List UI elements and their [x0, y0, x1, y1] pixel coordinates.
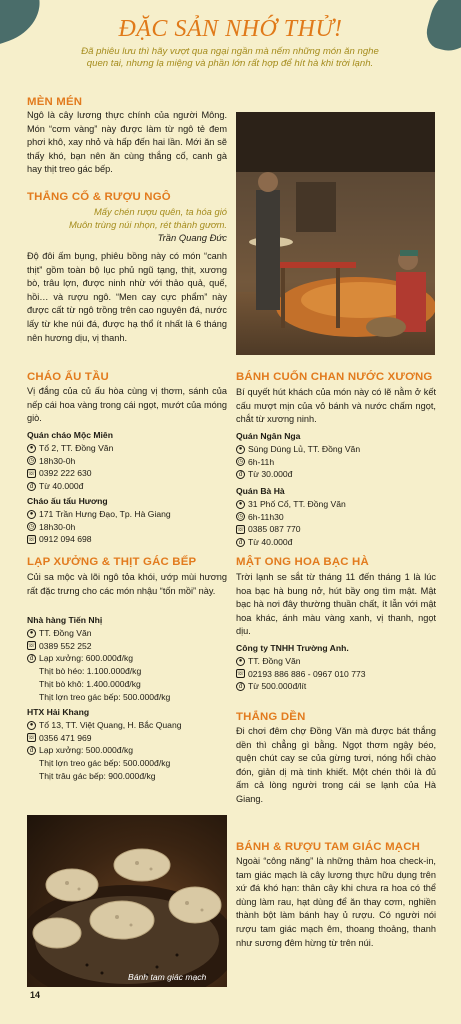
location-pin-icon: ● [27, 721, 36, 730]
shop-name: Cháo ấu tẩu Hương [27, 496, 108, 506]
shop-moc-mien [27, 429, 227, 493]
page-number: 14 [30, 990, 41, 1000]
thang-co-quote-line-2: Muôn trùng núi nhọn, rét thành gươm. [68, 219, 227, 230]
shop-phone: 0385 087 770 [248, 524, 301, 535]
shop-phone: 0389 552 252 [39, 640, 92, 651]
chao-au-tau-heading: CHÁO ẤU TẦU [27, 371, 109, 383]
price-icon: đ [236, 538, 245, 547]
buckwheat-cakes-illustration [27, 815, 227, 987]
phone-icon: ☏ [27, 536, 36, 543]
shop-ngan-nga [236, 430, 436, 481]
chao-au-tau-body: Vị đắng của củ ấu hòa cùng vị thơm, sánh của nếp cái hoa vàng trong cái ngọt, mướt của móng giò. [27, 386, 227, 424]
price-icon: đ [27, 654, 36, 663]
location-pin-icon: ● [236, 500, 245, 509]
thang-den-body: Đi chơi đêm chợ Đồng Văn mà được bát thắng dền thì chẳng gì bằng. Ngọt thơm ngậy béo, quện chút cay se của gừng tươi, nóng hổi chào đón, giản dị mà tinh khiết. Một chén thôi là đủ ấm cả lòng người trong cái se lạnh của Hà Giang. [236, 726, 436, 804]
shop-phone: 0356 471 969 [39, 732, 92, 743]
shop-address: TT. Đồng Văn [248, 655, 301, 666]
location-pin-icon: ● [236, 657, 245, 666]
location-pin-icon: ● [27, 510, 36, 519]
buckwheat-cake-photo [27, 815, 227, 987]
villagers-photo [236, 112, 435, 355]
clock-icon: ◷ [28, 523, 35, 530]
location-pin-icon: ● [27, 629, 36, 638]
banh-cuon-heading: BÁNH CUỐN CHAN NƯỚC XƯƠNG [236, 371, 433, 383]
men-men-body: Ngô là cây lương thực chính của người Mông. Món “cơm vàng” này được làm từ ngô tẻ đem phơi khô, xay nhỏ và hấp đến hai lần. Mới ăn sẽ thấy khó, bạn nên ăn cùng thắng cố, canh gà hay thịt treo gác bếp. [27, 110, 227, 175]
page-intro: Đã phiêu lưu thì hãy vượt qua ngại ngần mà nếm những món ăn nghe quen tai, nhưng lạ miệng và phần lớn rất hợp để hít hà khi trời lạnh. [81, 46, 379, 70]
shop-name: Quán Bà Hà [236, 486, 285, 496]
phone-icon: ☏ [27, 642, 36, 649]
page-title: ĐẶC SẢN NHỚ THỬ! [118, 16, 343, 42]
shop-price: Từ 40.000đ [248, 537, 293, 548]
shop-name: HTX Hải Khang [27, 707, 90, 717]
shop-hours: 6h-11h30 [248, 511, 284, 522]
shop-price: Từ 40.000đ [39, 481, 84, 492]
shop-address: 31 Phố Cổ, TT. Đồng Văn [248, 498, 346, 509]
shop-hai-khang [27, 706, 227, 783]
thang-co-body: Độ đôi ấm bụng, phiêu bồng này có món “canh thịt” gồm toàn bộ lục phủ ngũ tạng, thịt, xương bò, trâu lợn, được ninh nhừ với thảo quả, quế, hồi… và rượu ngô. “Men cay cực phẩm” này được cất từ ngô trồng trên cao nguyên đá, nước lấy từ khe núi đá, được hạ thổ ít nhất là 6 tháng nên hương dịu, vị thanh. [27, 251, 227, 343]
phone-icon: ☏ [236, 670, 245, 677]
thang-den-heading: THẮNG DỀN [236, 711, 306, 723]
mat-ong-body: Trời lạnh se sắt từ tháng 11 đến tháng 1 là lúc hoa bạc hà bung nở, hút bầy ong tìm mật. Mật bạc hà nơi đây thường thuần chất, ít lẫn với mật hoa khác, ánh màu vàng xanh, vị thanh, ngọt dịu. [236, 572, 436, 637]
clock-icon: ◷ [237, 458, 244, 465]
shop-price-line: Lạp xưởng: 500.000đ/kg [39, 745, 134, 756]
banh-cuon-body: Bí quyết hút khách của món này có lẽ nằm ở kết cấu mượt mịn của vỏ bánh và nước chấm ngọt, chắt từ xương ninh. [236, 387, 436, 425]
villagers-illustration [236, 112, 435, 355]
price-icon: đ [236, 470, 245, 479]
shop-price: Từ 500.000đ/lít [248, 681, 307, 692]
shop-price-line: Thịt bò khô: 1.400.000đ/kg [39, 678, 141, 689]
shop-hours: 6h-11h [248, 456, 275, 467]
shop-price-line: Thịt bò héo: 1.100.000đ/kg [39, 666, 142, 677]
shop-phone: 0392 222 630 [39, 468, 92, 479]
shop-name: Quán cháo Mộc Miên [27, 430, 113, 440]
thang-co-quote-line-1: Mấy chén rượu quên, ta hóa gió [93, 206, 227, 217]
shop-truong-anh [236, 642, 436, 693]
shop-phone: 02193 886 886 - 0967 010 773 [248, 668, 366, 679]
shop-hours: 18h30-0h [39, 455, 76, 466]
shop-address: Tổ 13, TT. Việt Quang, H. Bắc Quang [39, 719, 182, 730]
price-icon: đ [27, 746, 36, 755]
shop-name: Nhà hàng Tiến Nhị [27, 615, 103, 625]
lap-xuong-body: Củi sa mộc và lõi ngô tỏa khói, ướp mùi hương rất đặc trưng cho các món nhậu “tốn mồi” này. [27, 572, 227, 596]
location-pin-icon: ● [236, 445, 245, 454]
shop-price-line: Thịt trâu gác bếp: 900.000đ/kg [39, 770, 156, 781]
shop-price: Từ 30.000đ [248, 469, 293, 480]
phone-icon: ☏ [236, 526, 245, 533]
shop-name: Quán Ngân Nga [236, 431, 301, 441]
shop-phone: 0912 094 698 [39, 534, 92, 545]
photo-caption: Bánh tam giác mạch [128, 972, 207, 982]
location-pin-icon: ● [27, 444, 36, 453]
shop-price-line: Lạp xưởng: 600.000đ/kg [39, 653, 134, 664]
shop-price-line: Thịt lợn treo gác bếp: 500.000đ/kg [39, 691, 171, 702]
shop-tien-nhi [27, 614, 227, 704]
shop-price-line: Thịt lợn treo gác bếp: 500.000đ/kg [39, 758, 171, 769]
shop-name: Công ty TNHH Trường Anh. [236, 643, 349, 653]
clock-icon: ◷ [237, 513, 244, 520]
shop-address: Tổ 2, TT. Đồng Văn [39, 442, 114, 453]
shop-address: 171 Trần Hưng Đạo, Tp. Hà Giang [39, 508, 171, 519]
men-men-heading: MÈN MÉN [27, 96, 83, 108]
phone-icon: ☏ [27, 734, 36, 741]
lap-xuong-heading: LẠP XƯỞNG & THỊT GÁC BẾP [27, 556, 197, 568]
thang-co-quote-author: Trần Quang Đức [157, 232, 227, 243]
shop-hours: 18h30-0h [39, 521, 76, 532]
price-icon: đ [236, 682, 245, 691]
clock-icon: ◷ [28, 457, 35, 464]
mat-ong-heading: MẬT ONG HOA BẠC HÀ [236, 556, 369, 568]
shop-ba-ha [236, 485, 436, 549]
phone-icon: ☏ [27, 470, 36, 477]
shop-address: Sùng Dúng Lủ, TT. Đồng Văn [248, 443, 361, 454]
thang-co-heading: THẮNG CỐ & RƯỢU NGÔ [27, 191, 171, 203]
price-icon: đ [27, 482, 36, 491]
shop-au-tau-huong [27, 495, 227, 546]
shop-address: TT. Đồng Văn [39, 627, 92, 638]
banh-ruou-heading: BÁNH & RƯỢU TAM GIÁC MẠCH [236, 841, 421, 853]
banh-ruou-body: Ngoài “công năng” là những thảm hoa check-in, tam giác mạch là cây lương thực hữu dụng trên xứ đá khó hạn: thân cây khi chưa ra hoa có thể dùng làm rau, hạt dùng để ăn thay cơm, nghiền thành bột làm bánh hay ủ rượu. Có người nói rượu tam giác mạch êm, thoang thoảng, thanh như sương đêm hừng từ trên núi. [236, 856, 436, 948]
